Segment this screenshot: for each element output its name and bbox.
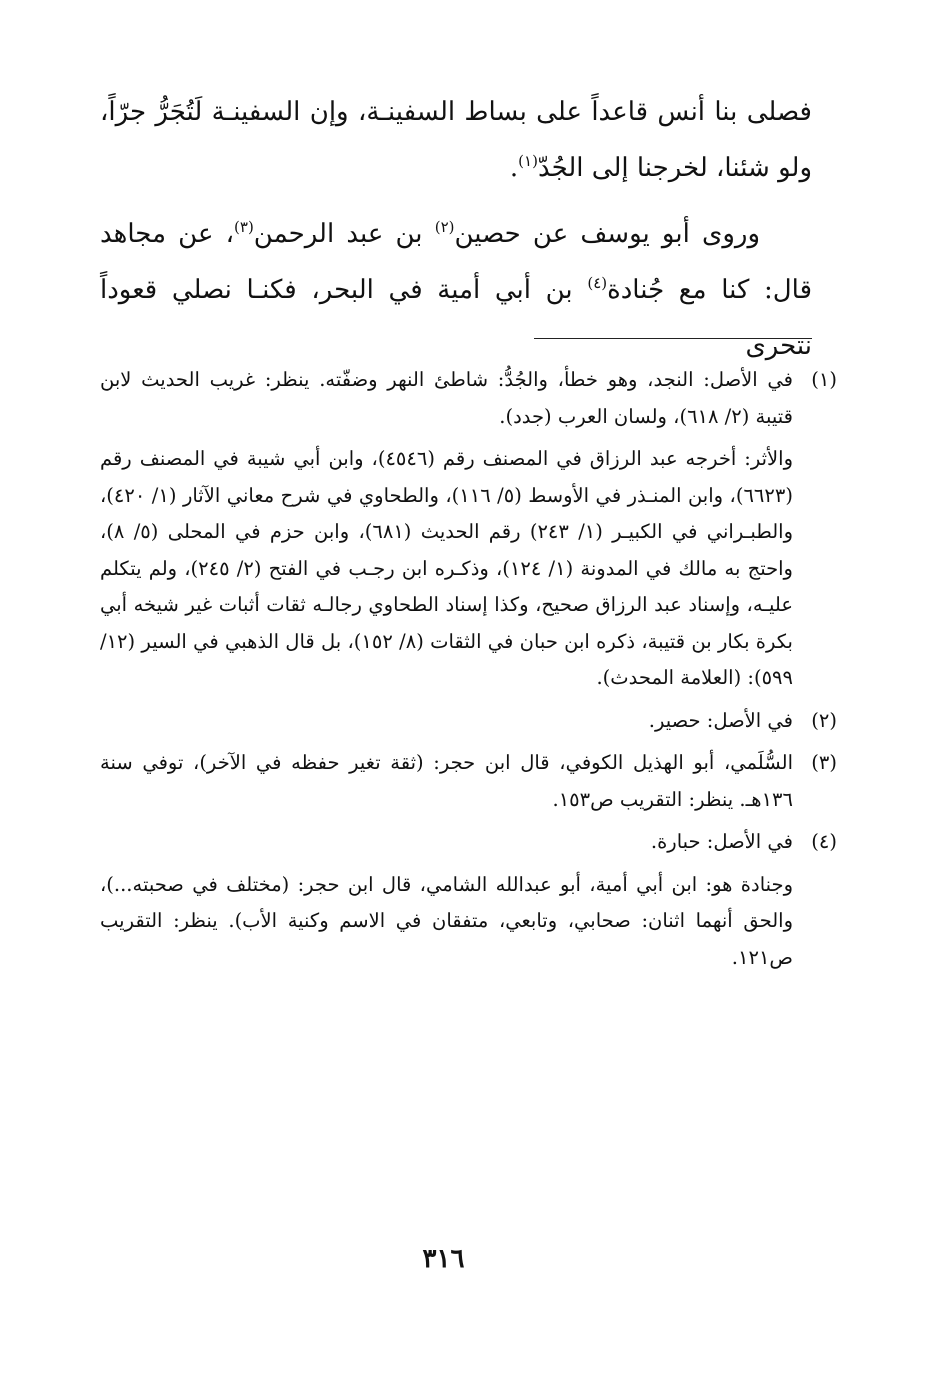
main-text xyxy=(100,84,812,374)
book-page xyxy=(100,0,837,1378)
main-paragraph-2-part-c: ، عن مجاهد قال: كنا مع جُنادة xyxy=(100,219,813,305)
footnotes xyxy=(100,362,837,982)
footnote-1 xyxy=(100,362,837,697)
footnote-paragraph: وجنادة هو: ابن أبي أمية، أبو عبدالله الشامي، قال ابن حجر: (مختلف في صحبته...)، والحق أنهما اثنان: صحابي، وتابعي، متفقان في الاسم وكنية الأب). ينظر: التقريب ص١٢١. xyxy=(100,872,793,969)
footnote-ref-4: (٤) xyxy=(587,274,608,292)
footnote-paragraph: السُّلَمي، أبو الهذيل الكوفي، قال ابن حجر: (ثقة تغير حفظه في الآخر)، توفي سنة ١٣٦هـ. ينظر: التقريب ص١٥٣. xyxy=(100,751,793,811)
footnote-3 xyxy=(100,745,837,818)
footnote-paragraph: في الأصل: حبارة. xyxy=(650,830,793,853)
footnote-body xyxy=(100,362,793,697)
footnote-number: (٣) xyxy=(811,751,837,774)
main-paragraph-1-text: فصلى بنا أنس قاعداً على بساط السفينـة، وإن السفينـة لَتُجَرُّ جرّاً، ولو شئنا، لخرجنا إلى الجُدّ xyxy=(100,97,812,183)
footnote-paragraph: والأثر: أخرجه عبد الرزاق في المصنف رقم (٤٥٤٦)، وابن أبي شيبة في المصنف رقم (٦٦٢٣)، وابن المنـذر في الأوسط (٥/ ١١٦)، والطحاوي في شرح معاني الآثار (١/ ٤٢٠)، والطبـراني في الكبيـر (١/ ٢٤٣) رقم الحديث (٦٨١)، وابن حزم في المحلى (٥/ ٨)، واحتج به مالك في المدونة (١/ ١٢٤)، وذكـره ابن رجـب في الفتح (٢/ ٢٤٥)، ولم يتكلم عليـه، وإسناد عبد الرزاق صحيح، وكذا إسناد الطحاوي رجالـه ثقات أثبات غير شيخه أبي بكرة بكار بن قتيبة، ذكره ابن حبان في الثقات (٨/ ١٥٢)، بل قال الذهبي في السير (١٢/ ٥٩٩): (العلامة المحدث). xyxy=(100,447,793,689)
footnote-body xyxy=(100,745,793,818)
main-paragraph-2 xyxy=(100,206,812,374)
footnote-2 xyxy=(100,703,837,740)
main-paragraph-2-part-b: بن عبد الرحمن xyxy=(253,219,435,249)
footnote-4 xyxy=(100,824,837,976)
page-number: ٣١٦ xyxy=(422,1244,465,1274)
footnote-paragraph: في الأصل: النجد، وهو خطأ، والجُدُّ: شاطئ النهر وضفّته. ينظر: غريب الحديث لابن قتيبة (٢/ ٦١٨)، ولسان العرب (جدد). xyxy=(100,368,793,428)
footnote-number: (١) xyxy=(811,368,837,391)
footnote-body xyxy=(100,703,793,740)
main-paragraph-2-part-a: وروى أبو يوسف عن حصين xyxy=(454,219,760,249)
footnote-body xyxy=(100,824,793,976)
main-paragraph-2-part-d: بن أبي أمية في البحر، فكنـا نصلي قعوداً نتحرى xyxy=(100,275,812,361)
footnote-paragraph: في الأصل: حصير. xyxy=(648,708,793,732)
footnote-number: (٤) xyxy=(811,830,837,853)
main-paragraph-1 xyxy=(100,84,812,196)
main-paragraph-1-end: . xyxy=(509,153,519,183)
footnote-ref-2: (٢) xyxy=(434,218,455,236)
footnote-separator xyxy=(534,338,812,339)
footnote-number: (٢) xyxy=(811,708,837,732)
footnote-ref-3: (٣) xyxy=(234,218,254,236)
footnote-ref-1: (١) xyxy=(518,152,538,170)
